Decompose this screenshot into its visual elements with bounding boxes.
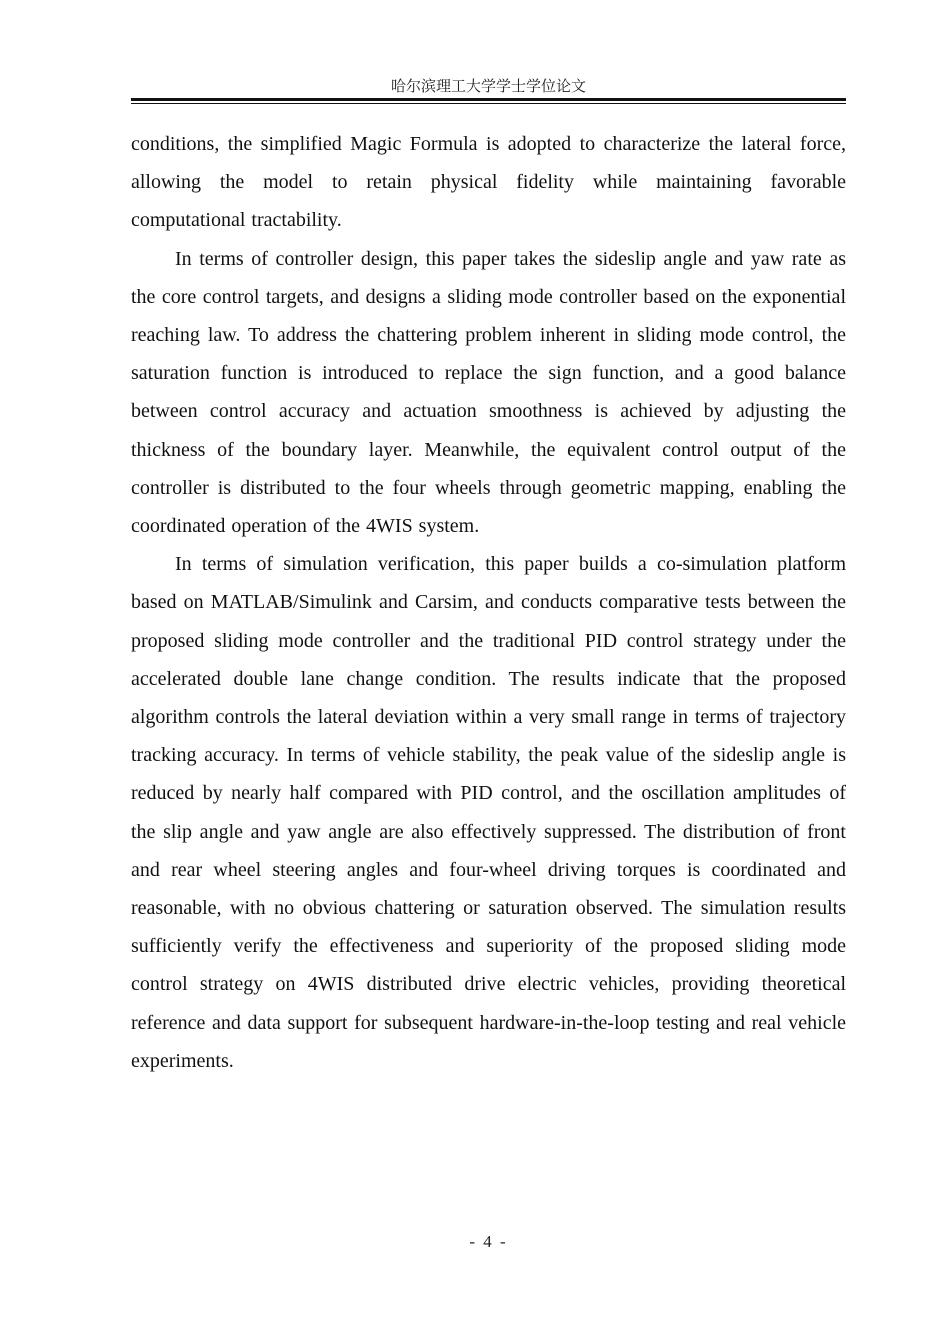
header-rule-thick <box>131 98 846 101</box>
paragraph-continuation: conditions, the simplified Magic Formula is adopted to characterize the lateral force, allowing the model to retain physical fidelity while maintaining favorable computational tractability. <box>131 133 846 232</box>
paragraph-controller-design: In terms of controller design, this paper takes the sideslip angle and yaw rate as the core control targets, and designs a sliding mode controller based on the exponential reaching law. To address the chattering problem inherent in sliding mode control, the saturation function is introduced to replace the sign function, and a good balance between control accuracy and actuation smoothness is achieved by adjusting the thickness of the boundary layer. Meanwhile, the equivalent control output of the controller is distributed to the four wheels through geometric mapping, enabling the coordinated operation of the 4WIS system. <box>131 247 846 538</box>
page-number: - 4 - <box>469 1232 508 1251</box>
paragraph-simulation-verification: In terms of simulation verification, this paper builds a co-simulation platform based on MATLAB/Simulink and Carsim, and conducts comparative tests between the proposed sliding mode controller and the traditional PID control strategy under the accelerated double lane change condition. The results indicate that the proposed algorithm controls the lateral deviation within a very small range in terms of trajectory tracking accuracy. In terms of vehicle stability, the peak value of the sideslip angle is reduced by nearly half compared with PID control, and the oscillation amplitudes of the slip angle and yaw angle are also effectively suppressed. The distribution of front and rear wheel steering angles and four-wheel driving torques is coordinated and reasonable, with no obvious chattering or saturation observed. The simulation results sufficiently verify the effectiveness and superiority of the proposed sliding mode control strategy on 4WIS distributed drive electric vehicles, providing theoretical reference and data support for subsequent hardware-in-the-loop testing and real vehicle experiments. <box>131 553 846 1072</box>
running-header: 哈尔滨理工大学学士学位论文 <box>390 77 586 95</box>
header-rule-thin <box>131 103 846 104</box>
body-text <box>131 125 846 1080</box>
